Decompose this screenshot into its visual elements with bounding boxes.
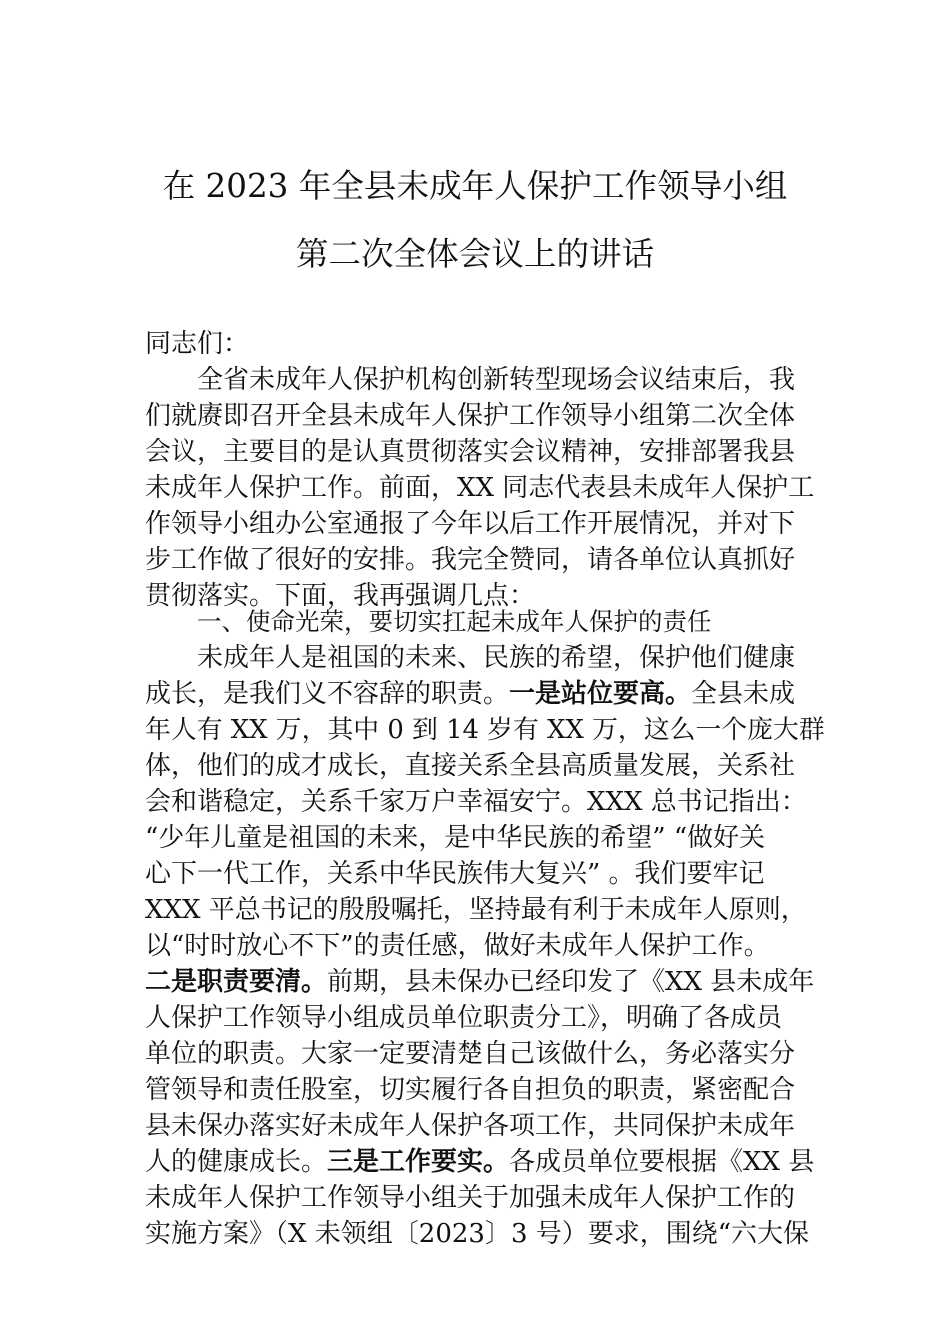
text-run: 各成员单位要根据《XX 县	[509, 1147, 815, 1177]
paragraph-line: 未成年人保护工作。前面，XX 同志代表县未成年人保护工	[145, 473, 815, 503]
paragraph-line: “少年儿童是祖国的未来，是中华民族的希望” “做好关	[145, 823, 766, 853]
paragraph-line	[145, 964, 814, 1000]
paragraph-line: 县未保办落实好未成年人保护各项工作，共同保护未成年	[145, 1111, 796, 1141]
bold-emphasis: 三是工作要实。	[327, 1147, 510, 1177]
paragraph-line: 未成年人是祖国的未来、民族的希望，保护他们健康	[197, 643, 796, 673]
paragraph-line: XXX 平总书记的殷殷嘱托，坚持最有利于未成年人原则，	[145, 895, 807, 925]
bold-emphasis: 二是职责要清。	[145, 967, 328, 997]
paragraph-line	[145, 676, 795, 712]
section-heading: 一、使命光荣，要切实扛起未成年人保护的责任	[197, 607, 712, 636]
paragraph-line	[145, 1144, 814, 1180]
text-run: 前期，县未保办已经印发了《XX 县未成年	[327, 967, 815, 997]
paragraph-line: 体，他们的成才成长，直接关系全县高质量发展，关系社	[145, 751, 796, 781]
paragraph-line: 单位的职责。大家一定要清楚自己该做什么，务必落实分	[145, 1039, 796, 1069]
paragraph-line: 人保护工作领导小组成员单位职责分工》，明确了各成员	[145, 1003, 783, 1033]
paragraph-line: 贯彻落实。下面，我再强调几点：	[145, 581, 536, 611]
document-title-line-1: 在 2023 年全县未成年人保护工作领导小组	[162, 167, 788, 205]
paragraph-line: 未成年人保护工作领导小组关于加强未成年人保护工作的	[145, 1183, 796, 1213]
paragraph-line: 以“时时放心不下”的责任感，做好未成年人保护工作。	[145, 931, 770, 961]
paragraph-line: 心下一代工作，关系中华民族伟大复兴” 。我们要牢记	[145, 859, 765, 889]
paragraph-line: 管领导和责任股室，切实履行各自担负的职责，紧密配合	[145, 1075, 796, 1105]
paragraph-line: 步工作做了很好的安排。我完全赞同，请各单位认真抓好	[145, 545, 796, 575]
text-run: 人的健康成长。	[145, 1147, 328, 1177]
paragraph-line: 作领导小组办公室通报了今年以后工作开展情况，并对下	[145, 509, 796, 539]
paragraph-line: 实施方案》（X 未领组〔2023〕3 号）要求，围绕“六大保	[145, 1219, 810, 1249]
paragraph-line: 会和谐稳定，关系千家万户幸福安宁。XXX 总书记指出：	[145, 787, 807, 817]
text-run: 成长，是我们义不容辞的职责。	[145, 679, 510, 709]
bold-emphasis: 一是站位要高。	[509, 679, 692, 709]
paragraph-line: 年人有 XX 万，其中 0 到 14 岁有 XX 万，这么一个庞大群	[145, 715, 825, 745]
paragraph-line: 们就赓即召开全县未成年人保护工作领导小组第二次全体	[145, 401, 796, 431]
paragraph-line: 全省未成年人保护机构创新转型现场会议结束后，我	[197, 365, 796, 395]
document-title-line-2: 第二次全体会议上的讲话	[295, 235, 655, 273]
paragraph-line: 会议，主要目的是认真贯彻落实会议精神，安排部署我县	[145, 437, 796, 467]
salutation: 同志们：	[145, 329, 250, 359]
text-run: 全县未成	[691, 679, 796, 709]
